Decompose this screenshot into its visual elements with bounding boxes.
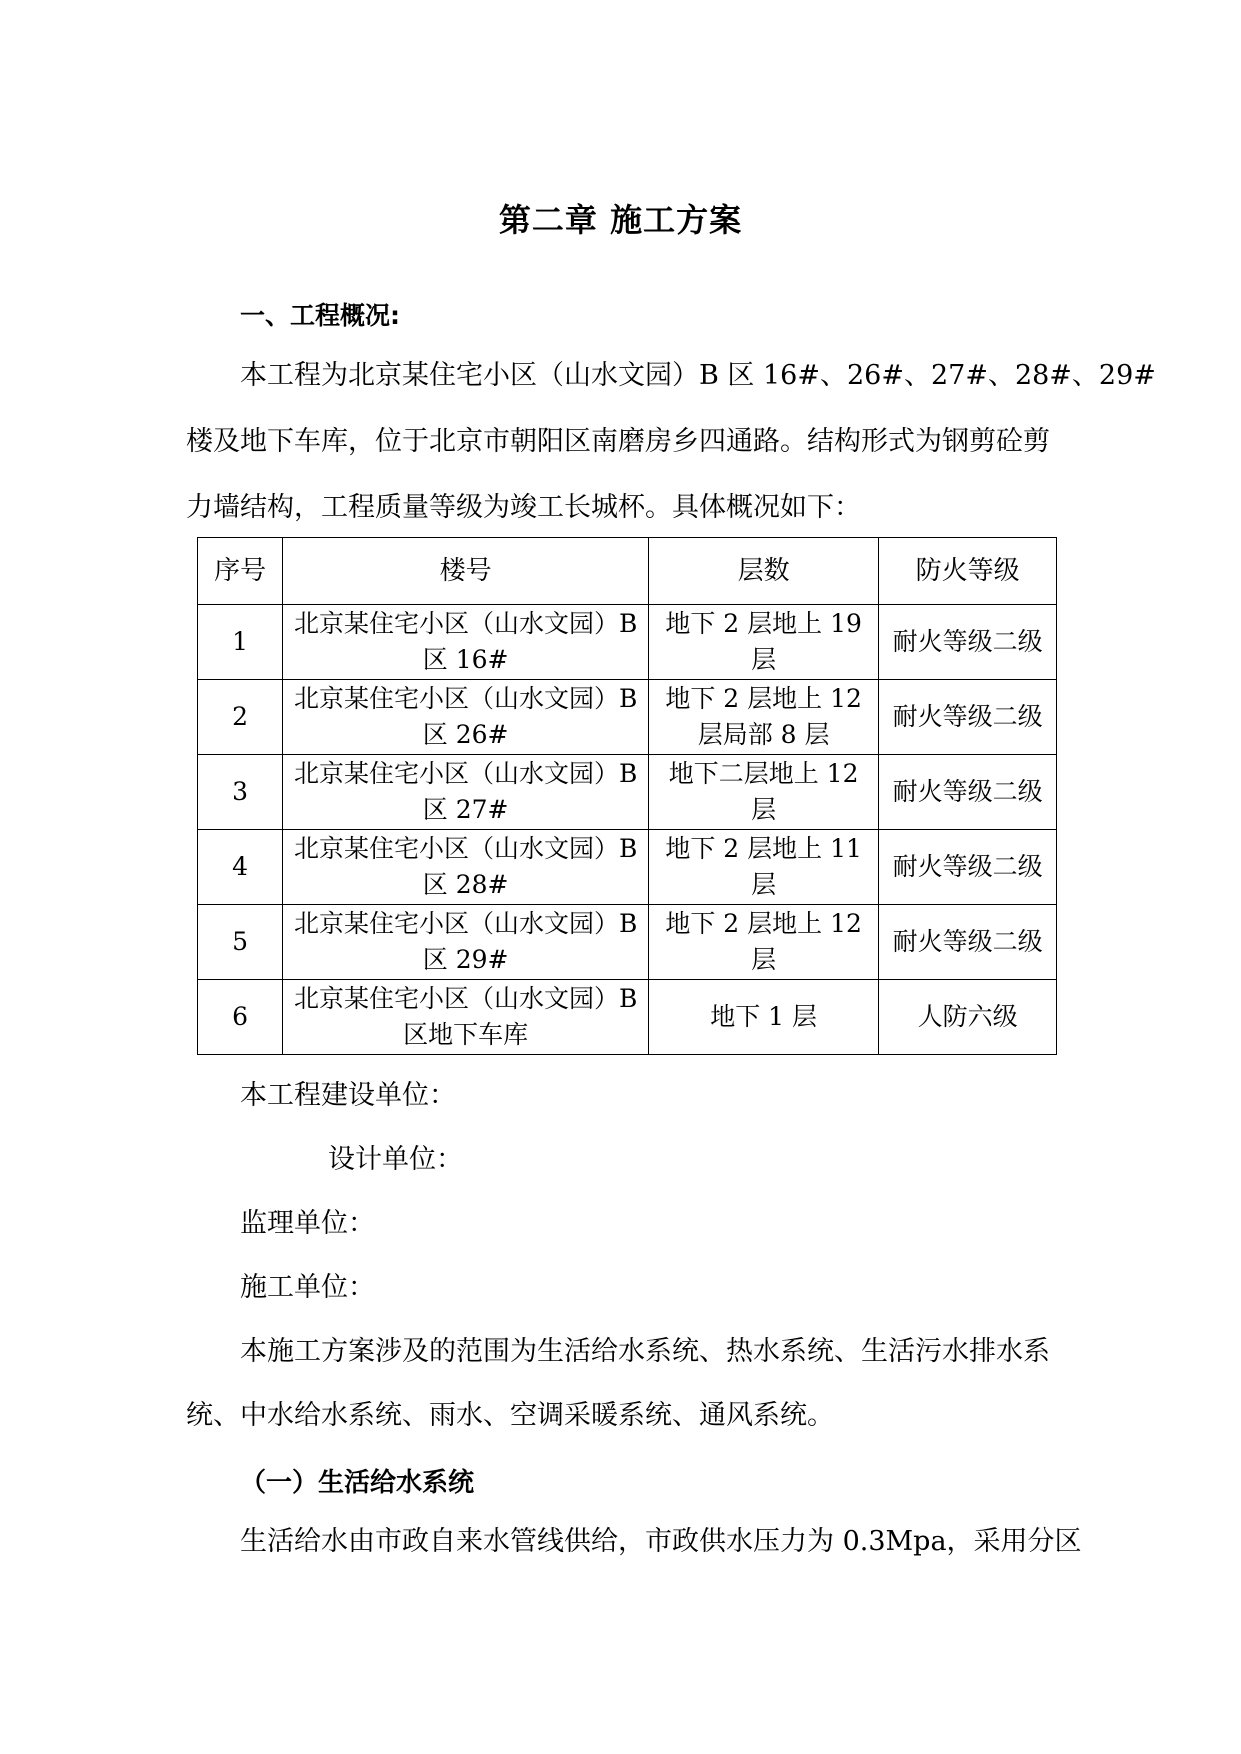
section-heading-overview: 一、工程概况:	[240, 301, 400, 330]
table-row	[198, 755, 1057, 830]
water-supply-line-1: 生活给水由市政自来水管线供给，市政供水压力为 0.3Mpa，采用分区	[240, 1526, 1082, 1557]
supervision-unit: 监理单位：	[240, 1208, 375, 1239]
header-no: 序号	[198, 538, 283, 605]
owner-unit: 本工程建设单位：	[240, 1080, 456, 1111]
cell-no: 2	[198, 680, 283, 755]
cell-building: 北京某住宅小区（山水文园）B 区 27#	[283, 755, 649, 830]
construction-unit: 施工单位：	[240, 1272, 375, 1303]
cell-no: 1	[198, 605, 283, 680]
scope-line-1: 本施工方案涉及的范围为生活给水系统、热水系统、生活污水排水系	[240, 1336, 1050, 1367]
cell-building: 北京某住宅小区（山水文园）B 区 16#	[283, 605, 649, 680]
cell-floors: 地下 2 层地上 12 层局部 8 层	[649, 680, 879, 755]
cell-floors: 地下 2 层地上 11 层	[649, 830, 879, 905]
intro-line-2: 楼及地下车库，位于北京市朝阳区南磨房乡四通路。结构形式为钢剪砼剪	[186, 426, 1050, 457]
project-overview-table	[197, 537, 1057, 1055]
cell-fire-rating: 耐火等级二级	[879, 830, 1057, 905]
subsection-heading-water-supply: （一）生活给水系统	[240, 1468, 475, 1498]
cell-building: 北京某住宅小区（山水文园）B 区 28#	[283, 830, 649, 905]
cell-building: 北京某住宅小区（山水文园）B 区 29#	[283, 905, 649, 980]
cell-no: 4	[198, 830, 283, 905]
design-unit: 设计单位：	[328, 1144, 463, 1175]
cell-no: 6	[198, 980, 283, 1055]
table-header-row	[198, 538, 1057, 605]
cell-fire-rating: 耐火等级二级	[879, 605, 1057, 680]
cell-building: 北京某住宅小区（山水文园）B 区 26#	[283, 680, 649, 755]
table-row	[198, 980, 1057, 1055]
cell-floors: 地下二层地上 12 层	[649, 755, 879, 830]
header-building: 楼号	[283, 538, 649, 605]
cell-fire-rating: 人防六级	[879, 980, 1057, 1055]
cell-no: 3	[198, 755, 283, 830]
cell-building: 北京某住宅小区（山水文园）B 区地下车库	[283, 980, 649, 1055]
table-row	[198, 905, 1057, 980]
cell-fire-rating: 耐火等级二级	[879, 680, 1057, 755]
table-row	[198, 680, 1057, 755]
header-fire-rating: 防火等级	[879, 538, 1057, 605]
scope-line-2: 统、中水给水系统、雨水、空调采暖系统、通风系统。	[186, 1400, 834, 1431]
intro-line-1: 本工程为北京某住宅小区（山水文园）B 区 16#、26#、27#、28#、29#	[240, 360, 1156, 391]
table-row	[198, 605, 1057, 680]
header-floors: 层数	[649, 538, 879, 605]
cell-floors: 地下 2 层地上 12 层	[649, 905, 879, 980]
cell-floors: 地下 1 层	[649, 980, 879, 1055]
cell-no: 5	[198, 905, 283, 980]
chapter-title: 第二章 施工方案	[498, 201, 743, 239]
intro-line-3: 力墙结构，工程质量等级为竣工长城杯。具体概况如下：	[186, 492, 861, 523]
table-row	[198, 830, 1057, 905]
cell-floors: 地下 2 层地上 19 层	[649, 605, 879, 680]
cell-fire-rating: 耐火等级二级	[879, 755, 1057, 830]
cell-fire-rating: 耐火等级二级	[879, 905, 1057, 980]
